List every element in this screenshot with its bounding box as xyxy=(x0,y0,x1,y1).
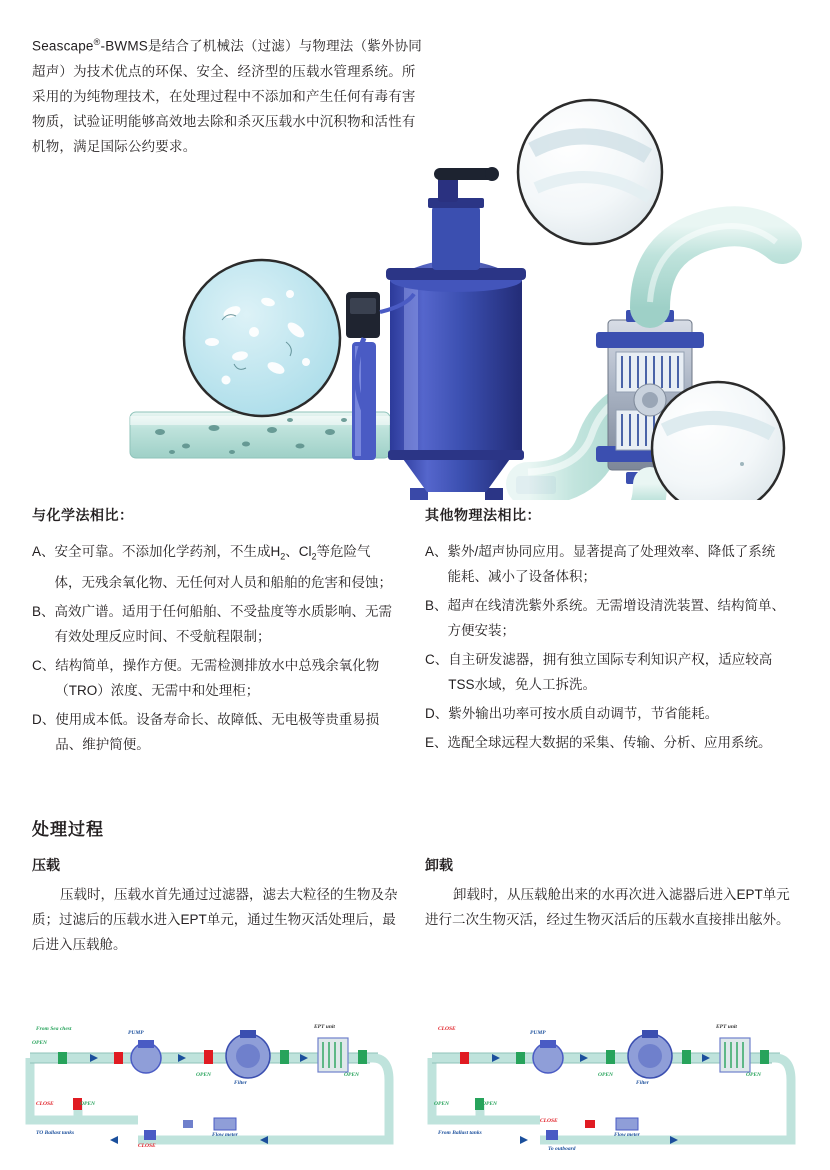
item-text: 紫外/超声协同应用。显著提高了处理效率、降低了系统能耗、减小了设备体积； xyxy=(447,544,776,584)
list-item xyxy=(32,599,392,649)
list-item xyxy=(425,730,785,755)
list-item xyxy=(425,647,785,697)
comparison-column-chemical xyxy=(32,505,392,761)
diagram-label-flow-meter: Flow meter xyxy=(614,1132,640,1138)
diagram-label-flow-meter: Flow meter xyxy=(212,1132,238,1138)
diagram-label-filter: Filter xyxy=(234,1080,247,1086)
list-item xyxy=(425,701,785,726)
item-label: C、 xyxy=(32,657,56,673)
item-label: B、 xyxy=(32,603,55,619)
list-item xyxy=(425,539,785,589)
item-label: A、 xyxy=(32,544,55,559)
diagram-label-open-2: OPEN xyxy=(482,1101,497,1107)
item-label: C、 xyxy=(425,652,449,667)
item-label: E、 xyxy=(425,735,448,750)
diagram-label-open-1: OPEN xyxy=(434,1101,449,1107)
paragraph-deballast: 卸载时，从压载舱出来的水再次进入滤器后进入EPT单元进行二次生物灭活，经过生物灭活后的压载水直接排出舷外。 xyxy=(425,887,790,927)
diagram-label-open-3: OPEN xyxy=(598,1072,613,1078)
item-text: 自主研发滤器，拥有独立国际专利知识产权，适应较高TSS水域，免人工拆洗。 xyxy=(448,652,773,692)
diagram-label-pump: PUMP xyxy=(530,1030,546,1036)
diagram-deballast xyxy=(420,1000,815,1160)
diagram-label-open-3: OPEN xyxy=(196,1072,211,1078)
intro-brand: Seascape xyxy=(32,38,94,54)
list-item xyxy=(425,593,785,643)
registered-mark: ® xyxy=(93,37,101,47)
item-text: 高效广谱。适用于任何船舶、不受盐度等水质影响、无需有效处理反应时间、不受航程限制； xyxy=(54,603,393,644)
item-text: 结构简单，操作方便。无需检测排放水中总残余氧化物（TRO）浓度、无需中和处理柜； xyxy=(55,657,380,698)
comparison-column-physical xyxy=(425,505,785,759)
diagram-label-to-ballast-tanks: TO Ballast tanks xyxy=(36,1130,75,1136)
section-heading-process: 处理过程 xyxy=(32,820,104,839)
item-label: D、 xyxy=(425,706,449,721)
diagram-label-close-2: CLOSE xyxy=(138,1143,156,1149)
subheading-deballast: 卸载 xyxy=(425,857,453,873)
intro-body: -BWMS是结合了机械法（过滤）与物理法（紫外协同超声）为技术优点的环保、安全、经济型的压载水管理系统。所采用的为纯物理技术，在处理过程中不添加和产生任何有毒有害物质，试验证明能够高效地去除和杀灭压载水中沉积物和活性有机物，满足国际公约要求。 xyxy=(32,38,422,154)
diagram-label-to-outboard: To outboard xyxy=(548,1146,576,1152)
subheading-ballast: 压载 xyxy=(32,857,60,873)
paragraph-ballast: 压载时，压载水首先通过过滤器，滤去大粒径的生物及杂质；过滤后的压载水进入EPT单元，通过生物灭活处理后，最后进入压载舱。 xyxy=(32,887,398,952)
diagram-label-open-2: OPEN xyxy=(80,1101,95,1107)
diagram-label-ept-unit: EPT unit xyxy=(716,1024,737,1030)
item-text: 紫外输出功率可按水质自动调节，节省能耗。 xyxy=(448,706,719,721)
item-label: A、 xyxy=(425,544,448,559)
column-title: 其他物理法相比： xyxy=(425,507,541,523)
diagram-label-close-2: CLOSE xyxy=(540,1118,558,1124)
diagram-label-ept-unit: EPT unit xyxy=(314,1024,335,1030)
diagram-label-from-ballast-tanks: From Ballast tanks xyxy=(438,1130,482,1136)
diagram-label-close-1: CLOSE xyxy=(438,1026,456,1032)
diagram-label-open-1: OPEN xyxy=(32,1040,47,1046)
item-text: 使用成本低。设备寿命长、故障低、无电极等贵重易损品、维护简便。 xyxy=(55,711,380,752)
diagram-label-open-4: OPEN xyxy=(344,1072,359,1078)
list-item xyxy=(32,707,392,757)
item-text: 安全可靠。不添加化学药剂，不生成$H_2$、$Cl_2$等危险气体，无残余氧化物、无任何对人员和船舶的危害和侵蚀； xyxy=(54,544,393,590)
system-illustration xyxy=(0,80,830,500)
flow-diagrams xyxy=(0,1000,830,1160)
diagram-label-from-sea-chest: From Sea chest xyxy=(36,1026,72,1032)
item-text: 选配全球远程大数据的采集、传输、分析、应用系统。 xyxy=(447,735,772,750)
diagram-ballast xyxy=(18,1000,413,1160)
column-title: 与化学法相比： xyxy=(32,507,134,523)
item-label: B、 xyxy=(425,598,448,613)
item-text: 超声在线清洗紫外系统。无需增设清洗装置、结构简单、方便安装； xyxy=(447,598,786,638)
diagram-label-filter: Filter xyxy=(636,1080,649,1086)
item-label: D、 xyxy=(32,711,56,727)
list-item xyxy=(32,539,392,595)
diagram-label-pump: PUMP xyxy=(128,1030,144,1036)
list-item xyxy=(32,653,392,703)
diagram-label-open-4: OPEN xyxy=(746,1072,761,1078)
diagram-label-close-1: CLOSE xyxy=(36,1101,54,1107)
